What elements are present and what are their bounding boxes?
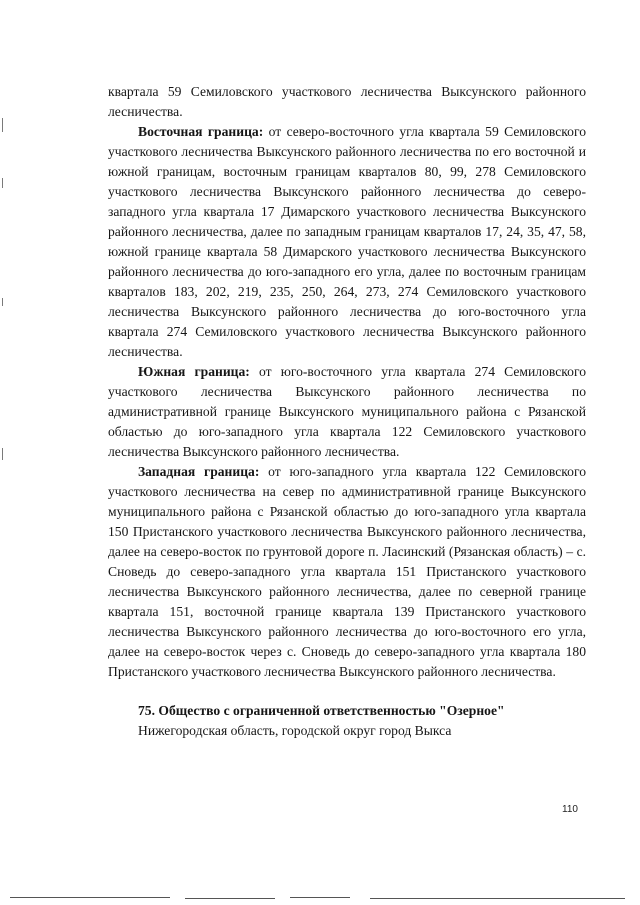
west-boundary-lead: Западная граница: (138, 464, 260, 479)
section-subtitle: Нижегородская область, городской округ город Выкса (138, 723, 452, 738)
west-boundary-paragraph (108, 462, 586, 682)
scan-margin-mark (2, 298, 3, 306)
scan-margin-mark (2, 448, 3, 460)
south-boundary-lead: Южная граница: (138, 364, 250, 379)
east-boundary-paragraph (108, 122, 586, 362)
page-number: 110 (562, 804, 578, 815)
south-boundary-paragraph (108, 362, 586, 462)
east-boundary-text: от северо-восточного угла квартала 59 Семиловского участкового лесничества Выксунского районного лесничества по его восточной и южной границам, восточным границам кварталов 80, 99, 278 Семиловского участкового лесничества Выксунского районного лесничества до северо-западного угла квартала 17 Димарского участкового лесничества Выксунского районного лесничества, далее по западным границам кварталов 17, 24, 35, 47, 58, южной границе квартала 58 Димарского участкового лесничества Выксунского районного лесничества до юго-западного его угла, далее по восточным границам кварталов 183, 202, 219, 235, 250, 264, 273, 274 Семиловского участкового лесничества Выксунского районного лесничества до юго-восточного угла квартала 274 Семиловского участкового лесничества Выксунского районного лесничества. (108, 124, 586, 359)
scan-bottom-line (185, 898, 275, 899)
scan-bottom-line (370, 898, 625, 899)
scan-bottom-line (290, 897, 350, 898)
south-boundary-text: от юго-восточного угла квартала 274 Семиловского участкового лесничества Выксунского районного лесничества по административной границе Выксунского муниципального района с Рязанской областью до юго-западного угла квартала 122 Семиловского участкового лесничества Выксунского районного лесничества. (108, 364, 586, 459)
body-text (108, 82, 586, 682)
scan-margin-mark (2, 118, 3, 132)
continuation-paragraph: квартала 59 Семиловского участкового лесничества Выксунского районного лесничества. (108, 84, 586, 119)
section-heading (138, 701, 598, 741)
east-boundary-lead: Восточная граница: (138, 124, 264, 139)
section-title: 75. Общество с ограниченной ответственностью "Озерное" (138, 703, 505, 718)
scan-margin-mark (2, 178, 3, 188)
west-boundary-text: от юго-западного угла квартала 122 Семиловского участкового лесничества на север по административной границе Выксунского муниципального района с Рязанской областью до юго-западного угла квартала 150 Пристанского участкового лесничества Выксунского районного лесничества, далее на северо-восток по грунтовой дороге п. Ласинский (Рязанская область) – с. Сноведь до северо-западного угла квартала 151 Пристанского участкового лесничества Выксунского районного лесничества, далее по северной границе квартала 151, восточной границе квартала 139 Пристанского участкового лесничества Выксунского районного лесничества до юго-восточного его угла, далее на северо-восток через с. Сноведь до северо-западного угла квартала 180 Пристанского участкового лесничества Выксунского районного лесничества. (108, 464, 586, 679)
scan-bottom-line (10, 897, 170, 898)
